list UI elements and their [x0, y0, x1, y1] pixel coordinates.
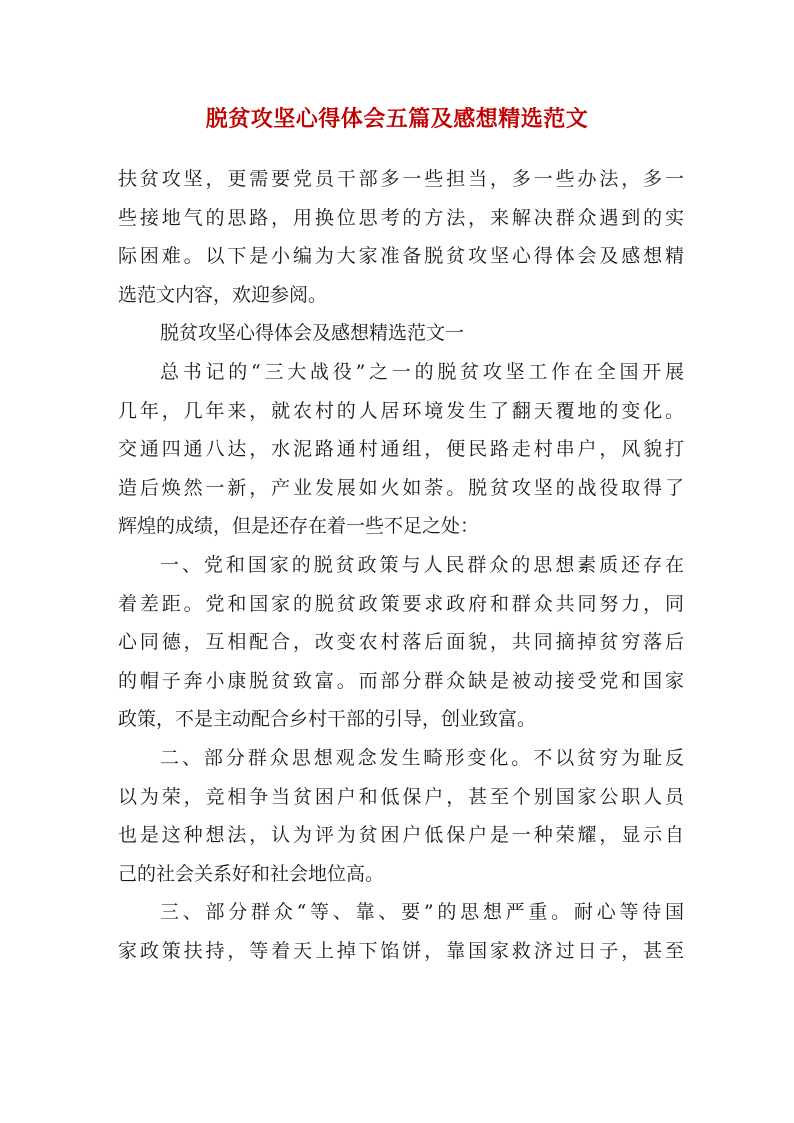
text-line: 己的社会关系好和社会地位高。 — [118, 862, 385, 885]
text-line: 家政策扶持，等着天上掉下馅饼，靠国家救济过日子，甚至 — [118, 939, 684, 962]
text-line: 三、部分群众“等、靠、要”的思想严重。耐心等待国 — [160, 901, 684, 924]
text-line: 着差距。党和国家的脱贫政策要求政府和群众共同努力，同 — [118, 592, 684, 615]
text-line: 以为荣，竞相争当贫困户和低保户，甚至个别国家公职人员 — [118, 785, 684, 808]
text-line: 的帽子奔小康脱贫致富。而部分群众缺是被动接受党和国家 — [118, 669, 684, 692]
text-line: 脱贫攻坚心得体会及感想精选范文一 — [160, 322, 465, 345]
text-line: 扶贫攻坚，更需要党员干部多一些担当，多一些办法，多一 — [118, 168, 684, 190]
text-line: 也是这种想法，认为评为贫困户低保户是一种荣耀，显示自 — [118, 824, 684, 847]
text-line: 心同德，互相配合，改变农村落后面貌，共同摘掉贫穷落后 — [118, 631, 684, 654]
text-line: 一、党和国家的脱贫政策与人民群众的思想素质还存在 — [160, 553, 684, 576]
text-line: 二、部分群众思想观念发生畸形变化。不以贫穷为耻反 — [160, 746, 684, 769]
text-line: 辉煌的成绩，但是还存在着一些不足之处： — [118, 515, 480, 538]
document-title: 脱贫攻坚心得体会五篇及感想精选范文 — [205, 106, 589, 132]
text-line: 几年，几年来，就农村的人居环境发生了翻天覆地的变化。 — [118, 399, 684, 422]
text-line: 造后焕然一新，产业发展如火如荼。脱贫攻坚的战役取得了 — [118, 476, 684, 499]
text-line: 些接地气的思路，用换位思考的方法，来解决群众遇到的实 — [118, 206, 684, 229]
document-body — [118, 160, 684, 970]
text-line: 选范文内容，欢迎参阅。 — [118, 283, 328, 306]
text-line: 总书记的“三大战役”之一的脱贫攻坚工作在全国开展 — [160, 360, 684, 383]
text-line: 际困难。以下是小编为大家准备脱贫攻坚心得体会及感想精 — [118, 245, 684, 268]
text-line: 交通四通八达，水泥路通村通组，便民路走村串户，风貌打 — [118, 438, 684, 461]
text-line: 政策，不是主动配合乡村干部的引导，创业致富。 — [118, 708, 537, 731]
